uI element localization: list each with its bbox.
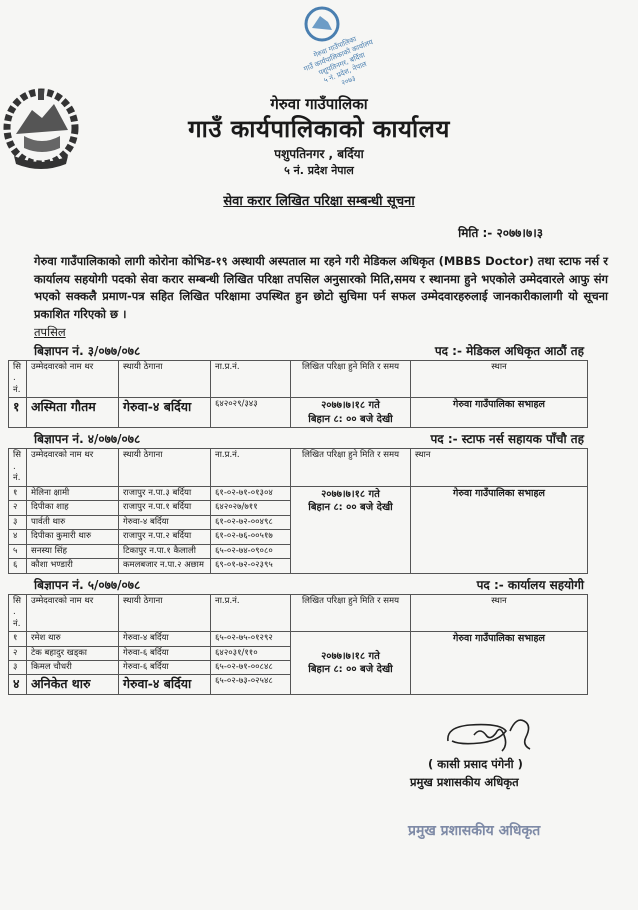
table-header-row bbox=[9, 449, 588, 486]
col-header-sn: सि. नं. bbox=[9, 361, 27, 398]
address-line-2: ५ नं. प्रदेश नेपाल bbox=[284, 164, 354, 177]
cell-address: गेरुवा-४ बर्दिया bbox=[119, 398, 211, 428]
table-row bbox=[9, 632, 588, 646]
cell-id: ६५-०२-७४-०९०८० bbox=[211, 544, 291, 558]
cell-sn: १ bbox=[9, 486, 27, 500]
col-header-venue: स्थान bbox=[411, 594, 588, 631]
advert-number: बिज्ञापन नं. ४/०७७/०७८ bbox=[34, 432, 141, 447]
post-title: पद :- स्टाफ नर्स सहायक पाँचौ तह bbox=[430, 432, 584, 447]
col-header-sn: सि. नं. bbox=[9, 594, 27, 631]
exam-date: २०७७।७।१८ गते bbox=[321, 488, 380, 500]
address-line-1: पशुपतिनगर , बर्दिया bbox=[274, 147, 364, 161]
signatory-name: ( कासी प्रसाद पंगेनी ) bbox=[428, 757, 523, 772]
cell-name: पार्वती थारु bbox=[27, 515, 119, 529]
advert-number: बिज्ञापन नं. ३/०७७/०७८ bbox=[34, 344, 141, 358]
cell-address: कमलबजार न.पा.२ अछाम bbox=[119, 559, 211, 573]
col-header-address: स्थायी ठेगाना bbox=[119, 449, 211, 486]
seal-text: गेरुवा गाउँपालिका गाउँ कार्यपालिकाको कार्यालय पशुपतिनगर, बर्दिया ५ नं. प्रदेश, नेपाल २०७३ bbox=[302, 35, 375, 88]
cell-name: कौशा भण्डारी bbox=[27, 559, 119, 573]
cell-sn: २ bbox=[9, 501, 27, 515]
details-label: तपसिल bbox=[34, 325, 66, 339]
post-title: पद :- मेडिकल अधिकृत आठौं तह bbox=[434, 344, 584, 358]
candidates-table-medical-officer bbox=[8, 360, 588, 428]
section-2-heading bbox=[34, 430, 590, 447]
cell-address: गेरुवा-६ बर्दिया bbox=[119, 646, 211, 660]
post-title: पद :- कार्यालय सहयोगी bbox=[476, 577, 584, 592]
letterhead bbox=[0, 0, 638, 218]
cell-sn: १ bbox=[9, 632, 27, 646]
official-stamp: प्रमुख प्रशासकीय अधिकृत bbox=[408, 823, 541, 840]
col-header-name: उम्मेदवारको नाम थर bbox=[27, 449, 119, 486]
cell-name: दिपीका शाह bbox=[27, 501, 119, 515]
cell-name: किमल चौधरी bbox=[27, 660, 119, 674]
cell-id: ६४२०२७/७११ bbox=[211, 501, 291, 515]
cell-address: राजापुर न.पा.३ बर्दिया bbox=[119, 486, 211, 500]
cell-id: ६९-०१-७२-०२३९५ bbox=[211, 559, 291, 573]
col-header-venue: स्थान bbox=[411, 361, 588, 398]
notice-content bbox=[0, 224, 638, 882]
col-header-address: स्थायी ठेगाना bbox=[119, 594, 211, 631]
org-name: गेरुवा गाउँपालिका bbox=[270, 95, 368, 113]
exam-time: बिहान ८: ०० बजे देखी bbox=[308, 502, 393, 514]
table-header-row bbox=[9, 594, 588, 631]
cell-name: अस्मिता गौतम bbox=[27, 398, 119, 428]
cell-id: ६१-०२-७१-०१३०४ bbox=[211, 486, 291, 500]
advert-number: बिज्ञापन नं. ५/०७७/०७८ bbox=[34, 577, 141, 592]
cell-sn: ५ bbox=[9, 544, 27, 558]
cell-exam bbox=[291, 632, 411, 695]
cell-name: दिपीका कुमारी थारु bbox=[27, 530, 119, 544]
signature-mark bbox=[440, 711, 550, 756]
seal-emblem-icon bbox=[302, 4, 342, 44]
candidates-table-staff-nurse bbox=[8, 448, 588, 573]
cell-sn: ४ bbox=[9, 675, 27, 695]
col-header-name: उम्मेदवारको नाम थर bbox=[27, 594, 119, 631]
exam-date: २०७७।७।१८ गते bbox=[321, 400, 380, 412]
cell-venue: गेरुवा गाउँपालिका सभाहल bbox=[411, 632, 588, 695]
col-header-id: ना.प्र.नं. bbox=[211, 594, 291, 631]
col-header-id: ना.प्र.नं. bbox=[211, 449, 291, 486]
table-header-row bbox=[9, 361, 588, 398]
section-1-heading bbox=[34, 342, 590, 359]
section-3-heading bbox=[34, 576, 590, 593]
table-row bbox=[9, 398, 588, 428]
cell-id: ६१-०२-७२-००४९८ bbox=[211, 515, 291, 529]
cell-name: रमेश थारु bbox=[27, 632, 119, 646]
col-header-exam: लिखित परिक्षा हुने मिति र समय bbox=[291, 449, 411, 486]
cell-address: गेरुवा-४ बर्दिया bbox=[119, 632, 211, 646]
cell-venue: गेरुवा गाउँपालिका सभाहल bbox=[411, 486, 588, 573]
col-header-exam: लिखित परिक्षा हुने मिति र समय bbox=[291, 594, 411, 631]
col-header-id: ना.प्र.नं. bbox=[211, 361, 291, 398]
exam-time: बिहान ८: ०० बजे देखी bbox=[308, 664, 393, 676]
col-header-address: स्थायी ठेगाना bbox=[119, 361, 211, 398]
cell-exam bbox=[291, 486, 411, 573]
office-name: गाउँ कार्यपालिकाको कार्यालय bbox=[188, 115, 450, 143]
notice-body: गेरुवा गाउँपालिकाको लागी कोरोना कोभिड-१९ अस्थायी अस्पताल मा रहने गरी मेडिकल अधिकृत (MBBS Doctor) तथा स्टाफ नर्स र कार्यालय सहयोगी पदको सेवा करार सम्बन्धी लिखित परिक्षा तपसिल अनुसारको मिति,समय र स्थानमा हुने भएकोले उम्मेदवारले आफु संग भएको सक्कलै प्रमाण-पत्र सहित लिखित परिक्षामा उपस्थित हुन छोटो सुचिमा पर्न सफल उम्मेदवारहरुलाई जानकारीकालागी यो सूचना प्रकाशित गरिएको छ । bbox=[34, 254, 608, 321]
signature-block bbox=[8, 707, 608, 882]
cell-name: मेलिना क्षामी bbox=[27, 486, 119, 500]
cell-address: गेरुवा-४ बर्दिया bbox=[119, 515, 211, 529]
cell-id: ६५-०२-७१-००८४८ bbox=[211, 660, 291, 674]
notice-subject: सेवा करार लिखित परिक्षा सम्बन्धी सूचना bbox=[223, 194, 415, 209]
notice-date: मिति :- २०७७।७।३ bbox=[458, 226, 543, 240]
exam-date: २०७७।७।१८ गते bbox=[321, 650, 380, 662]
office-seal bbox=[270, 2, 390, 94]
cell-sn: ३ bbox=[9, 515, 27, 529]
cell-address: राजापुर न.पा.२ बर्दिया bbox=[119, 530, 211, 544]
cell-sn: १ bbox=[9, 398, 27, 428]
cell-name: अनिकेत थारु bbox=[27, 675, 119, 695]
cell-sn: २ bbox=[9, 646, 27, 660]
cell-venue: गेरुवा गाउँपालिका सभाहल bbox=[411, 398, 588, 428]
col-header-sn: सि. नं. bbox=[9, 449, 27, 486]
col-header-name: उम्मेदवारको नाम थर bbox=[27, 361, 119, 398]
cell-exam bbox=[291, 398, 411, 428]
cell-sn: ४ bbox=[9, 530, 27, 544]
cell-address: टिकापुर न.पा.१ कैलाली bbox=[119, 544, 211, 558]
signatory-title: प्रमुख प्रशासकीय अधिकृत bbox=[410, 775, 519, 790]
cell-id: ६५-०२-७३-०२५४८ bbox=[211, 675, 291, 695]
cell-name: टेक बहादुर खड्का bbox=[27, 646, 119, 660]
candidates-table-office-assistant bbox=[8, 594, 588, 696]
cell-address: राजापुर न.पा.१ बर्दिया bbox=[119, 501, 211, 515]
cell-address: गेरुवा-४ बर्दिया bbox=[119, 675, 211, 695]
exam-time: बिहान ८: ०० बजे देखी bbox=[308, 413, 393, 425]
cell-sn: ६ bbox=[9, 559, 27, 573]
cell-sn: ३ bbox=[9, 660, 27, 674]
cell-id: ६१-०२-७६-००५१७ bbox=[211, 530, 291, 544]
cell-name: सनस्या सिंह bbox=[27, 544, 119, 558]
cell-id: ६४२०३१/११० bbox=[211, 646, 291, 660]
cell-address: गेरुवा-६ बर्दिया bbox=[119, 660, 211, 674]
col-header-venue: स्थान bbox=[411, 449, 588, 486]
table-row bbox=[9, 486, 588, 500]
cell-id: ६५-०२-७५-०१२९२ bbox=[211, 632, 291, 646]
col-header-exam: लिखित परिक्षा हुने मिति र समय bbox=[291, 361, 411, 398]
cell-id: ६४२०२९/३४३ bbox=[211, 398, 291, 428]
